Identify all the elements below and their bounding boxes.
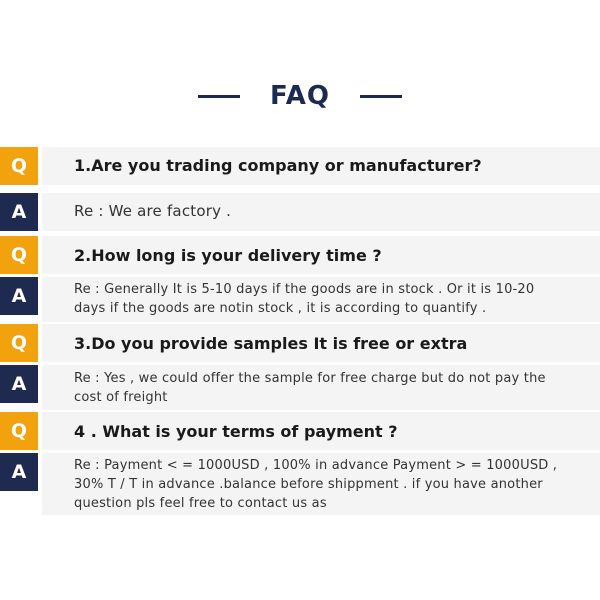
answer-text: Re : Generally It is 5-10 days if the goods are in stock . Or it is 10-20 days if the goods are notin stock , it is according to quantify . [74, 282, 535, 316]
answer-row-1 [0, 193, 600, 231]
title-rule-right [360, 95, 402, 98]
faq-header [0, 78, 600, 114]
answer-text: Re : We are factory . [74, 202, 232, 220]
answer-badge: A [0, 277, 38, 315]
question-badge: Q [0, 236, 38, 274]
page-title: FAQ [269, 81, 330, 111]
answer-text: Re : Payment < = 1000USD , 100% in advance Payment > = 1000USD , 30% T / T in advance .balance before shippment . if you have another question pls feel free to contact us as [74, 458, 558, 511]
question-badge: Q [0, 147, 38, 185]
answer-text: Re : Yes , we could offer the sample for free charge but do not pay the cost of freight [74, 371, 546, 405]
answer-row-3 [0, 365, 600, 410]
answer-row-4 [0, 453, 600, 515]
question-row-2 [0, 236, 600, 274]
title-rule-left [198, 95, 240, 98]
question-badge: Q [0, 324, 38, 362]
question-text: 3.Do you provide samples It is free or extra [74, 334, 468, 353]
question-row-4 [0, 412, 600, 450]
question-row-1 [0, 147, 600, 185]
answer-badge: A [0, 193, 38, 231]
question-row-3 [0, 324, 600, 362]
answer-badge: A [0, 365, 38, 403]
answer-badge: A [0, 453, 38, 491]
question-text: 4 . What is your terms of payment ? [74, 422, 398, 441]
question-badge: Q [0, 412, 38, 450]
answer-row-2 [0, 277, 600, 322]
question-text: 2.How long is your delivery time ? [74, 246, 382, 265]
question-text: 1.Are you trading company or manufacturer? [74, 156, 482, 175]
